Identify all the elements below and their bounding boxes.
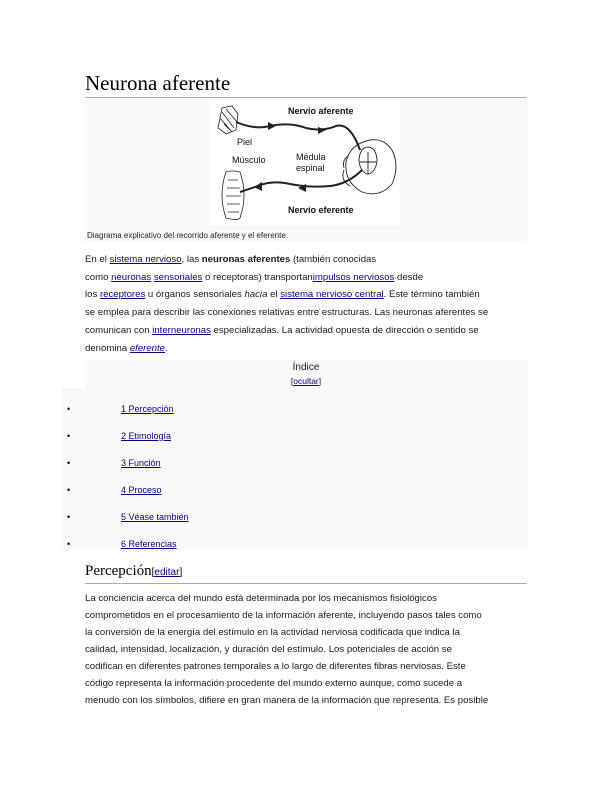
paragraph-line: comprometidos en el procesamiento de la información aferente, incluyendo pasos tales como <box>85 610 482 621</box>
skin-illustration <box>218 106 238 134</box>
diagram-svg <box>210 100 400 225</box>
afferent-nerve-path <box>236 122 360 150</box>
intro-line: se emplea para describir las conexiones relativas entre estructuras. Las neuronas aferentes se <box>85 307 489 319</box>
bullet-icon: • <box>67 404 71 414</box>
link-sistema-nervioso-central[interactable]: sistema nervioso central <box>280 289 384 301</box>
intro-paragraph <box>85 251 530 357</box>
toc-toggle <box>85 375 527 387</box>
bracket: [ <box>151 567 155 578</box>
bullet-icon: • <box>67 458 71 468</box>
efferent-arrow-icon <box>254 182 262 191</box>
toc-header <box>85 360 527 387</box>
link-sistema-nervioso[interactable]: sistema nervioso <box>109 254 182 265</box>
toc-link-percepcion[interactable]: 1 Percepción <box>121 404 174 414</box>
figure <box>85 98 527 243</box>
text: u órganos sensoriales <box>145 289 245 301</box>
toc-hide-link[interactable]: ocultar <box>293 376 319 386</box>
text: especializadas. La actividad opuesta de dirección o sentido se <box>210 324 479 336</box>
paragraph-line: La conciencia acerca del mundo está determinada por los mecanismos fisiológicos <box>85 593 437 604</box>
toc-link-referencias[interactable]: 6 Referencias <box>121 539 177 549</box>
text: desde <box>394 271 424 283</box>
section-heading-text: Percepción <box>85 563 152 579</box>
text: comunican con <box>85 324 153 336</box>
link-interneuronas[interactable]: interneuronas <box>152 324 211 336</box>
toc-gutter <box>62 388 85 550</box>
bullet-icon: • <box>67 485 71 495</box>
intro-line <box>85 340 530 358</box>
bullet-icon: • <box>67 539 71 549</box>
text: En el <box>85 254 110 265</box>
intro-line <box>85 251 530 269</box>
label-nervio-aferente: Nervio aferente <box>288 106 354 116</box>
link-eferente[interactable]: eferente <box>129 342 166 354</box>
spinal-cord-illustration <box>343 140 396 194</box>
toc-link-funcion[interactable]: 3 Función <box>121 458 161 468</box>
afferent-arrow-icon-2 <box>318 127 326 134</box>
paragraph-line: la conversión de la energía del estímulo en la actividad nerviosa codificada que indica la <box>85 627 460 638</box>
bullet-icon: • <box>67 431 71 441</box>
text: . Este término también <box>383 289 480 301</box>
text: los <box>85 289 100 301</box>
link-neuronas[interactable]: neuronas <box>111 271 152 283</box>
percepcion-paragraph <box>85 590 530 709</box>
paragraph-line: código representa la información procedente del mundo externo aunque, como sucede a <box>85 678 463 689</box>
label-espinal: espinal <box>296 163 325 173</box>
text: . <box>165 342 168 354</box>
paragraph-line: calidad, intensidad, localización, y duración del estímulo. Los potenciales de acción se <box>85 644 452 655</box>
reflex-arc-diagram[interactable] <box>210 100 400 225</box>
toc-link-vease-tambien[interactable]: 5 Véase también <box>121 512 189 522</box>
bracket: ] <box>179 567 183 578</box>
toc-link-etimologia[interactable]: 2 Etimología <box>121 431 172 441</box>
bracket: ] <box>318 376 322 386</box>
toc-title: Índice <box>292 362 320 373</box>
paragraph-line: codifican en diferentes patrones temporales a lo largo de diferentes fibras nerviosas. Este <box>85 661 466 672</box>
section-heading-percepcion <box>85 562 527 584</box>
label-musculo: Músculo <box>232 155 266 165</box>
toc-link-proceso[interactable]: 4 Proceso <box>121 485 162 495</box>
paragraph-line: menudo con los símbolos, difiere en gran manera de la información que representa. Es posible <box>85 695 489 706</box>
page-title: Neurona aferente <box>85 70 527 98</box>
muscle-illustration <box>222 171 244 220</box>
intro-line <box>85 322 530 340</box>
intro-line <box>85 269 530 287</box>
edit-section <box>152 567 183 578</box>
text: (también conocidas <box>290 254 377 265</box>
label-piel: Piel <box>237 137 253 147</box>
link-sensoriales[interactable]: sensoriales <box>153 271 203 283</box>
figure-caption: Diagrama explicativo del recorrido aferente y el eferente. <box>87 231 288 240</box>
label-nervio-eferente: Nervio eferente <box>288 205 354 215</box>
edit-link[interactable]: editar <box>154 567 180 578</box>
bold-term: neuronas aferentes <box>201 254 291 265</box>
afferent-arrow-icon <box>268 122 276 130</box>
italic-term: hacia <box>244 289 268 301</box>
label-medula: Médula <box>296 152 326 162</box>
text: como <box>85 271 112 283</box>
intro-line <box>85 286 530 304</box>
bracket: [ <box>290 376 294 386</box>
text: el <box>267 289 281 301</box>
text: denomina <box>85 342 130 354</box>
text: , las <box>181 254 202 265</box>
link-receptores[interactable]: receptores <box>99 289 146 301</box>
bullet-icon: • <box>67 512 71 522</box>
text: o receptoras) transportan <box>202 271 313 283</box>
link-impulsos-nerviosos[interactable]: impulsos nerviosos <box>312 271 395 283</box>
